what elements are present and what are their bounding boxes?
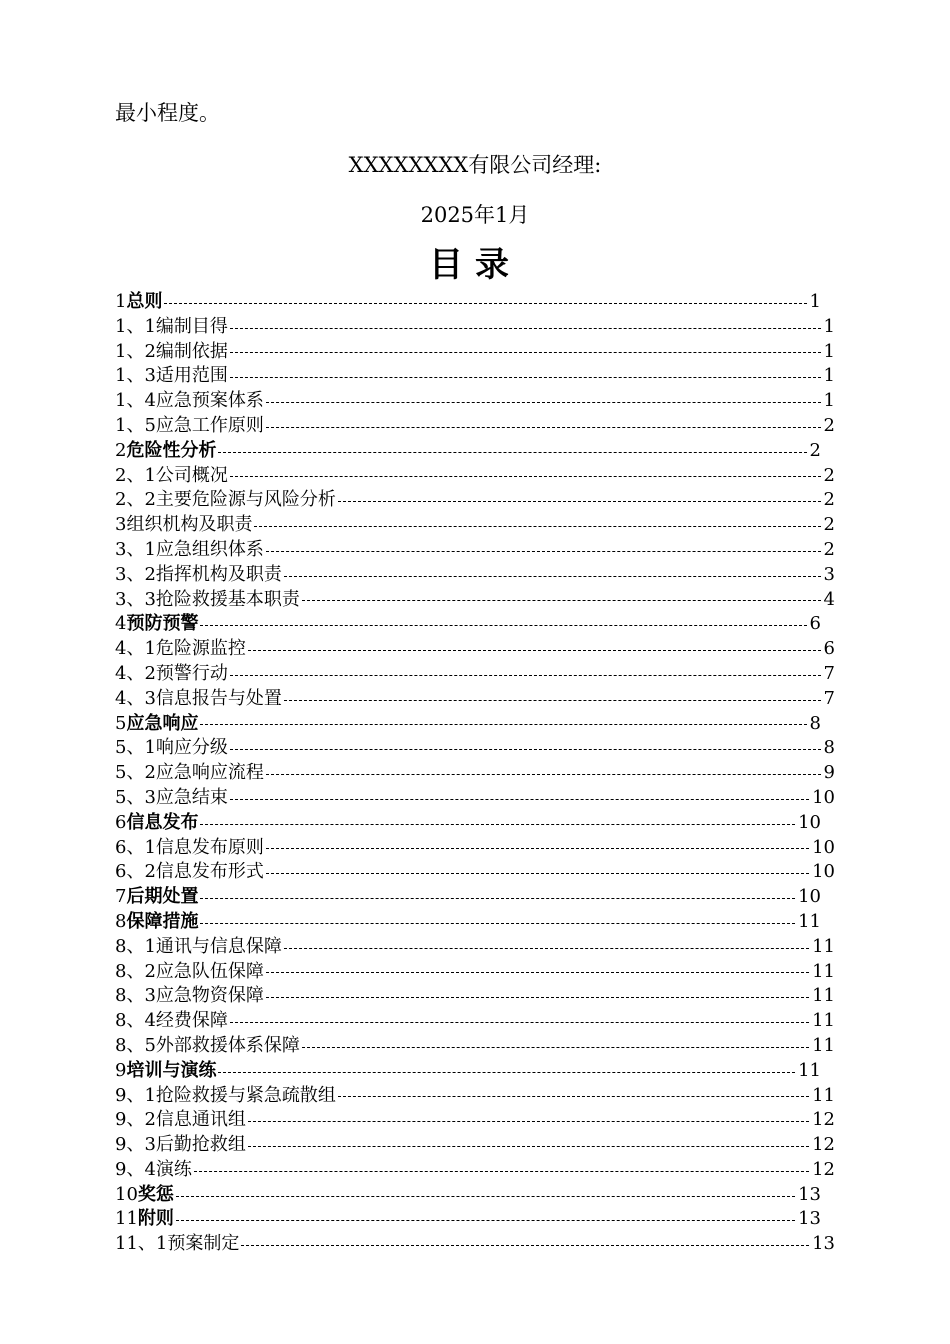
signature-company: XXXXXXXX有限公司经理: [348, 153, 602, 177]
toc-entry-number: 5、2 [115, 762, 156, 784]
toc-section-entry[interactable] [115, 364, 835, 389]
toc-entry-number: 5、3 [115, 786, 156, 808]
toc-leader-line [194, 1171, 809, 1172]
toc-entry-page-number: 10 [812, 786, 835, 808]
toc-entry-label: 培训与演练 [126, 1059, 217, 1081]
toc-section-entry[interactable] [115, 687, 835, 712]
toc-section-entry[interactable] [115, 389, 835, 414]
toc-section-entry[interactable] [115, 488, 835, 513]
toc-entry-label: 应急队伍保障 [155, 960, 264, 982]
toc-section-entry[interactable] [115, 860, 835, 885]
toc-entry-page-number: 4 [823, 588, 835, 610]
toc-entry-label: 经费保障 [155, 1010, 228, 1032]
toc-entry-number: 9 [115, 1059, 127, 1081]
toc-entry-label: 应急物资保障 [155, 985, 264, 1007]
toc-entry-label: 保障措施 [126, 910, 199, 932]
toc-entry-label: 附则 [137, 1208, 174, 1230]
toc-chapter-entry[interactable] [115, 1183, 835, 1208]
toc-leader-line [218, 1072, 795, 1073]
toc-entry-label: 通讯与信息保障 [155, 935, 282, 957]
toc-entry-page-number: 13 [812, 1233, 835, 1255]
toc-entry-page-number: 8 [809, 712, 821, 734]
toc-leader-line [200, 625, 806, 626]
toc-entry-page-number: 2 [823, 489, 835, 511]
toc-leader-line [338, 501, 821, 502]
toc-entry-number: 2 [115, 439, 127, 461]
toc-leader-line [284, 948, 809, 949]
toc-entry-number: 4 [115, 613, 127, 635]
toc-leader-line [200, 724, 806, 725]
toc-entry-label: 应急响应流程 [155, 762, 264, 784]
toc-section-entry[interactable] [115, 538, 835, 563]
toc-leader-line [248, 1146, 809, 1147]
toc-leader-line [200, 923, 795, 924]
toc-entry-page-number: 1 [809, 291, 821, 312]
toc-entry-page-number: 1 [823, 315, 835, 337]
toc-entry-label: 预案制定 [167, 1233, 240, 1255]
toc-entry-label: 编制目得 [155, 315, 228, 337]
toc-entry-label: 应急响应 [126, 712, 199, 734]
toc-entry-label: 外部救援体系保障 [155, 1034, 300, 1056]
toc-entry-number: 11、1 [115, 1233, 168, 1255]
toc-chapter-entry[interactable] [115, 290, 835, 315]
toc-entry-page-number: 9 [823, 762, 835, 784]
toc-leader-line [266, 848, 809, 849]
toc-entry-label: 后勤抢救组 [155, 1134, 246, 1156]
toc-entry-number: 8、2 [115, 960, 156, 982]
toc-entry-label: 预防预警 [126, 613, 199, 635]
toc-entry-label: 信息通讯组 [155, 1109, 246, 1131]
toc-entry-page-number: 12 [812, 1158, 835, 1180]
toc-entry-page-number: 3 [823, 563, 835, 585]
toc-entry-number: 9、3 [115, 1134, 156, 1156]
signature-date: 2025年1月 [420, 203, 530, 227]
toc-entry-label: 预警行动 [155, 662, 228, 684]
toc-entry-page-number: 13 [798, 1208, 821, 1230]
toc-title: 目录 [429, 245, 521, 285]
toc-leader-line [254, 526, 820, 527]
toc-chapter-entry[interactable] [115, 1059, 835, 1084]
toc-entry-number: 11 [115, 1208, 138, 1230]
toc-entry-number: 4、3 [115, 687, 156, 709]
toc-entry-page-number: 10 [798, 886, 821, 908]
toc-entry-page-number: 12 [812, 1134, 835, 1156]
toc-section-entry[interactable] [115, 340, 835, 365]
toc-entry-number: 9、1 [115, 1084, 156, 1106]
toc-entry-page-number: 2 [823, 414, 835, 436]
toc-entry-number: 2、1 [115, 464, 156, 486]
toc-entry-number: 1、5 [115, 414, 156, 436]
toc-entry-page-number: 10 [798, 811, 821, 833]
toc-entry-page-number: 13 [798, 1183, 821, 1205]
toc-section-entry[interactable] [115, 836, 835, 861]
toc-leader-line [230, 749, 821, 750]
toc-section-entry[interactable] [115, 414, 835, 439]
toc-section-entry[interactable] [115, 935, 835, 960]
toc-entry-label: 奖惩 [137, 1183, 174, 1205]
toc-entry-label: 适用范围 [155, 365, 228, 387]
toc-entry-page-number: 6 [809, 613, 821, 635]
toc-leader-line [266, 997, 809, 998]
toc-entry-number: 6、2 [115, 861, 156, 883]
toc-leader-line [176, 1196, 795, 1197]
toc-leader-line [266, 402, 821, 403]
toc-entry-page-number: 7 [823, 687, 835, 709]
toc-leader-line [200, 898, 795, 899]
toc-entry-page-number: 7 [823, 662, 835, 684]
toc-chapter-entry[interactable] [115, 612, 835, 637]
toc-entry-label: 抢险救援与紧急疏散组 [155, 1084, 336, 1106]
toc-entry-page-number: 11 [812, 1084, 835, 1106]
toc-section-entry[interactable] [115, 984, 835, 1009]
toc-leader-line [230, 476, 821, 477]
intro-text: 最小程度。 [115, 101, 220, 125]
toc-leader-line [241, 1245, 809, 1246]
toc-entry-number: 1、4 [115, 390, 156, 412]
toc-leader-line [266, 873, 809, 874]
toc-entry-label: 总则 [126, 291, 163, 312]
toc-section-entry[interactable] [115, 637, 835, 662]
toc-entry-label: 信息发布 [126, 811, 199, 833]
toc-section-entry[interactable] [115, 1158, 835, 1183]
toc-leader-line [248, 650, 821, 651]
toc-entry-number: 4、2 [115, 662, 156, 684]
toc-leader-line [230, 328, 821, 329]
toc-leader-line [230, 1022, 809, 1023]
toc-entry-page-number: 10 [812, 861, 835, 883]
toc-entry-number: 8、3 [115, 985, 156, 1007]
toc-entry-number: 6 [115, 811, 127, 833]
toc-entry-page-number: 11 [812, 1010, 835, 1032]
toc-entry-page-number: 11 [798, 910, 821, 932]
toc-entry-number: 1 [115, 291, 127, 312]
toc-entry-number: 3、3 [115, 588, 156, 610]
toc-section-entry[interactable] [115, 588, 835, 613]
toc-entry-number: 1、1 [115, 315, 156, 337]
toc-leader-line [284, 576, 821, 577]
toc-entry-label: 信息发布形式 [155, 861, 264, 883]
toc-entry-label: 应急工作原则 [155, 414, 264, 436]
toc-entry-page-number: 11 [812, 1034, 835, 1056]
toc-entry-page-number: 2 [823, 514, 835, 536]
toc-entry-number: 1、2 [115, 340, 156, 362]
toc-entry-label: 应急组织体系 [155, 538, 264, 560]
toc-section-entry[interactable] [115, 662, 835, 687]
toc-entry-number: 3、1 [115, 538, 156, 560]
toc-entry-number: 9、2 [115, 1109, 156, 1131]
toc-leader-line [230, 799, 809, 800]
toc-entry-page-number: 11 [798, 1059, 821, 1081]
toc-entry-page-number: 12 [812, 1109, 835, 1131]
toc-entry-number: 8、5 [115, 1034, 156, 1056]
toc-entry-number: 2、2 [115, 489, 156, 511]
toc-section-entry[interactable] [115, 1108, 835, 1133]
toc-entry-label: 信息报告与处置 [155, 687, 282, 709]
toc-entry-number: 6、1 [115, 836, 156, 858]
toc-entry-label: 指挥机构及职责 [155, 563, 282, 585]
toc-entry-label: 抢险救援基本职责 [155, 588, 300, 610]
toc-leader-line [218, 452, 806, 453]
toc-leader-line [164, 303, 806, 304]
toc-entry-number: 1、3 [115, 365, 156, 387]
toc-entry-number: 4、1 [115, 638, 156, 660]
toc-section-entry[interactable] [115, 1232, 835, 1257]
toc-entry-number: 5、1 [115, 737, 156, 759]
toc-entry-page-number: 11 [812, 960, 835, 982]
table-of-contents [115, 290, 835, 1257]
toc-section-entry[interactable] [115, 786, 835, 811]
toc-chapter-entry[interactable] [115, 885, 835, 910]
toc-entry-label: 应急结束 [155, 786, 228, 808]
toc-entry-label: 应急预案体系 [155, 390, 264, 412]
toc-chapter-entry[interactable] [115, 439, 835, 464]
toc-entry-page-number: 2 [823, 538, 835, 560]
toc-entry-page-number: 11 [812, 985, 835, 1007]
toc-chapter-entry[interactable] [115, 910, 835, 935]
toc-section-entry[interactable] [115, 315, 835, 340]
toc-entry-page-number: 2 [809, 439, 821, 461]
toc-entry-page-number: 1 [823, 340, 835, 362]
toc-leader-line [176, 1220, 795, 1221]
toc-section-entry[interactable] [115, 1133, 835, 1158]
toc-entry-label: 后期处置 [126, 886, 199, 908]
toc-section-entry[interactable] [115, 1034, 835, 1059]
toc-leader-line [338, 1096, 809, 1097]
toc-entry-label: 编制依据 [155, 340, 228, 362]
toc-leader-line [248, 1121, 809, 1122]
toc-entry-label: 危险性分析 [126, 439, 217, 461]
toc-leader-line [230, 675, 821, 676]
toc-leader-line [266, 972, 809, 973]
toc-entry-label: 危险源监控 [155, 638, 246, 660]
toc-entry-label: 信息发布原则 [155, 836, 264, 858]
toc-entry-page-number: 6 [823, 638, 835, 660]
toc-entry-page-number: 10 [812, 836, 835, 858]
toc-entry-page-number: 1 [823, 390, 835, 412]
toc-leader-line [302, 1047, 809, 1048]
toc-entry-label: 公司概况 [155, 464, 228, 486]
toc-entry-page-number: 1 [823, 365, 835, 387]
toc-entry-number: 8 [115, 910, 127, 932]
toc-leader-line [230, 352, 821, 353]
toc-entry-number: 8、4 [115, 1010, 156, 1032]
toc-leader-line [302, 600, 821, 601]
toc-section-entry[interactable] [115, 1009, 835, 1034]
toc-entry-page-number: 11 [812, 935, 835, 957]
toc-entry-number: 3、2 [115, 563, 156, 585]
toc-entry-label: 响应分级 [155, 737, 228, 759]
toc-section-entry[interactable] [115, 464, 835, 489]
toc-entry-page-number: 8 [823, 737, 835, 759]
toc-entry-page-number: 2 [823, 464, 835, 486]
toc-section-entry[interactable] [115, 761, 835, 786]
toc-leader-line [284, 700, 821, 701]
toc-entry-number: 8、1 [115, 935, 156, 957]
toc-entry-number: 9、4 [115, 1158, 156, 1180]
toc-entry-number: 3 [115, 514, 127, 536]
toc-leader-line [266, 551, 821, 552]
toc-chapter-entry[interactable] [115, 811, 835, 836]
toc-section-entry[interactable] [115, 960, 835, 985]
toc-entry-number: 5 [115, 712, 127, 734]
toc-section-entry[interactable] [115, 1084, 835, 1109]
toc-leader-line [200, 824, 795, 825]
toc-entry-label: 组织机构及职责 [126, 514, 253, 536]
toc-chapter-entry[interactable] [115, 1207, 835, 1232]
toc-chapter-entry[interactable] [115, 513, 835, 538]
toc-chapter-entry[interactable] [115, 712, 835, 737]
toc-section-entry[interactable] [115, 563, 835, 588]
toc-entry-number: 10 [115, 1183, 138, 1205]
toc-entry-number: 7 [115, 886, 127, 908]
toc-leader-line [266, 427, 821, 428]
toc-leader-line [230, 377, 821, 378]
toc-entry-label: 主要危险源与风险分析 [155, 489, 336, 511]
toc-section-entry[interactable] [115, 736, 835, 761]
toc-entry-label: 演练 [155, 1158, 192, 1180]
toc-leader-line [266, 774, 821, 775]
